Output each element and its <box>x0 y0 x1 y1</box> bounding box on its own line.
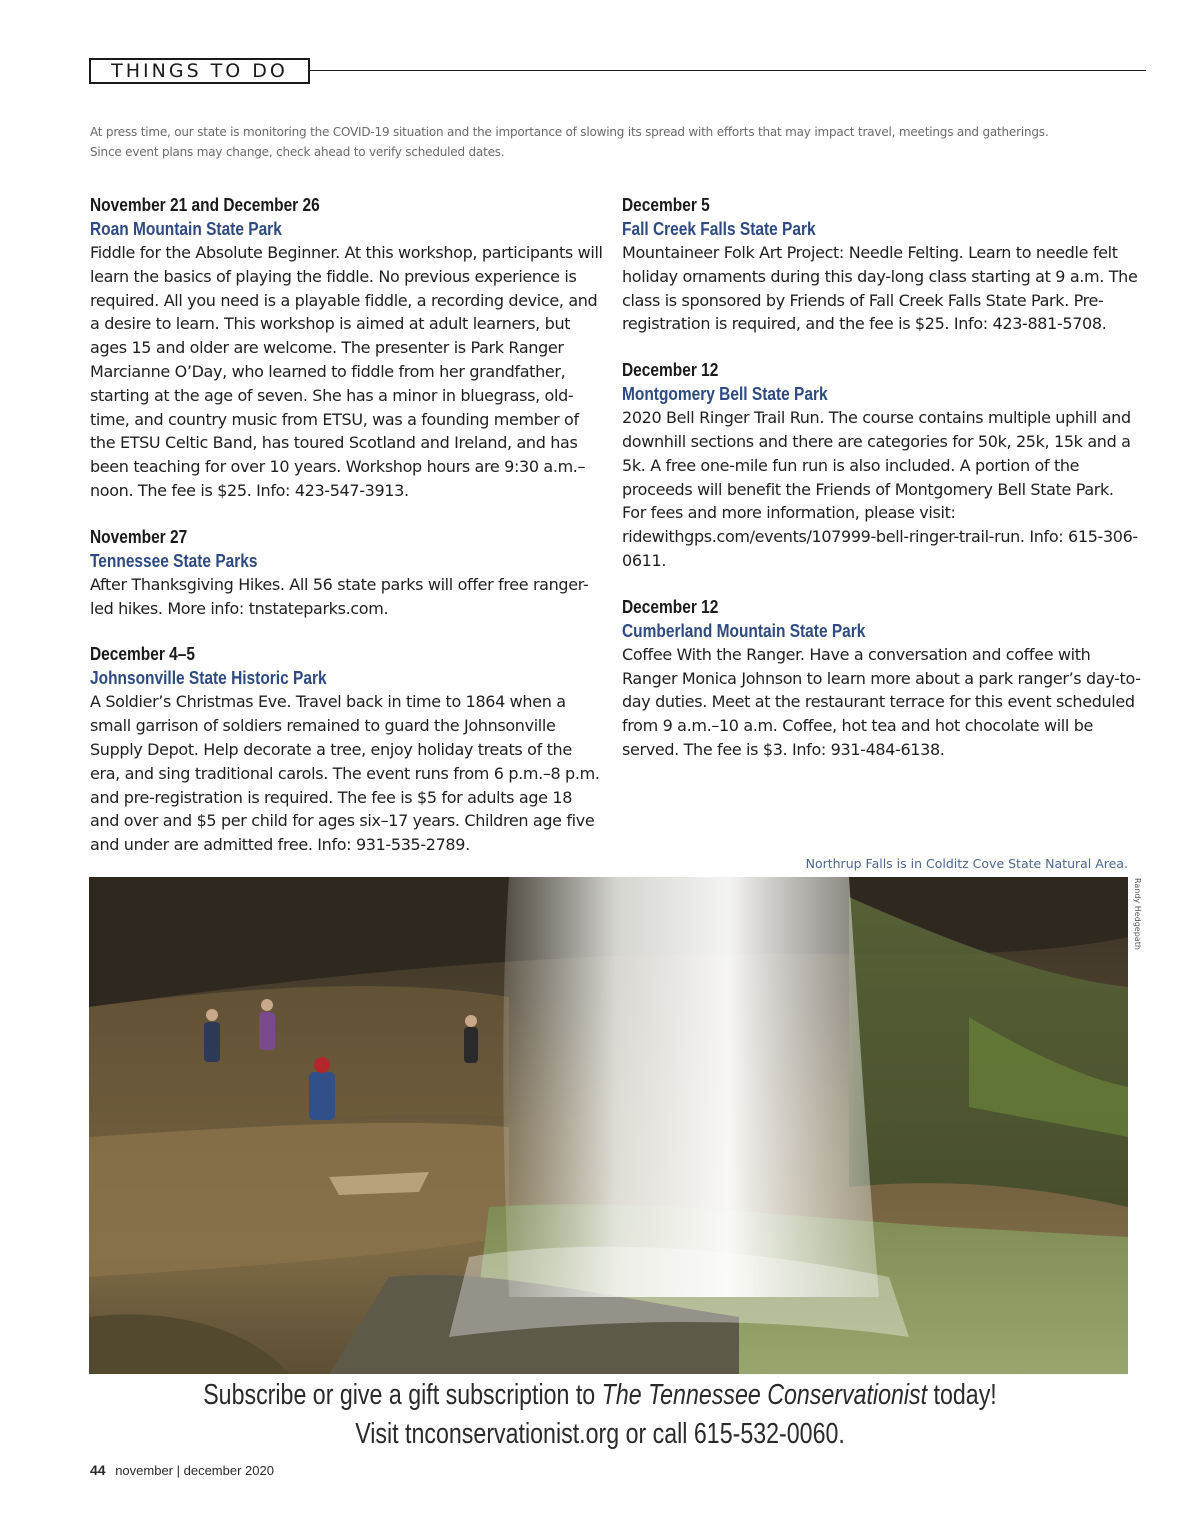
event-description: Mountaineer Folk Art Project: Needle Felting. Learn to needle felt holiday ornaments during this day-long class starting at 9 a.m. The class is sponsored by Friends of Fall Creek Falls State Park. Pre-registration is required, and the fee is $25. Info: 423-881-5708. <box>622 243 1138 334</box>
section-title: THINGS TO DO <box>89 58 310 84</box>
event-date: November 21 and December 26 <box>90 195 320 215</box>
event-cumberland-mountain <box>622 595 1142 762</box>
subscribe-promo <box>0 1379 1200 1412</box>
events-right-column <box>622 193 1142 784</box>
photo-caption: Northrup Falls is in Colditz Cove State Natural Area. <box>805 856 1128 871</box>
event-date: December 5 <box>622 195 710 215</box>
event-park: Johnsonville State Historic Park <box>90 668 327 689</box>
event-roan-mountain <box>90 193 605 503</box>
event-tennessee-state-parks <box>90 525 605 621</box>
notice-line-1: At press time, our state is monitoring the COVID-19 situation and the importance of slowing its spread with efforts that may impact travel, meetings and gatherings. <box>90 125 1049 139</box>
promo-prefix: Subscribe or give a gift subscription to <box>203 1379 602 1411</box>
header-rule <box>310 70 1146 71</box>
event-date: December 4–5 <box>90 644 196 665</box>
page-footer <box>90 1462 274 1478</box>
event-description: After Thanksgiving Hikes. All 56 state parks will offer free ranger-led hikes. More info: tnstateparks.com. <box>90 574 589 618</box>
promo-suffix: today! <box>927 1379 997 1411</box>
event-date: November 27 <box>90 526 188 547</box>
event-date: December 12 <box>622 596 719 617</box>
page-number: 44 <box>90 1462 106 1478</box>
events-left-column <box>90 193 605 879</box>
covid-notice <box>90 122 1090 162</box>
event-park: Montgomery Bell State Park <box>622 384 828 405</box>
event-description: Fiddle for the Absolute Beginner. At this workshop, participants will learn the basics of playing the fiddle. No previous experience is required. All you need is a playable fiddle, a recording device, and a desire to learn. This workshop is aimed at adult learners, but ages 15 and older are welcome. The presenter is Park Ranger Marcianne O’Day, who learned to fiddle from her grandfather, starting at the age of seven. She has a minor in bluegrass, old-time, and country music from ETSU, was a founding member of the ETSU Celtic Band, has toured Scotland and Ireland, and has been teaching for over 10 years. Workshop hours are 9:30 a.m.–noon. The fee is $25. Info: 423-547-3913. <box>90 243 603 500</box>
event-description: 2020 Bell Ringer Trail Run. The course contains multiple uphill and downhill sections and there are categories for 50k, 25k, 15k and a 5k. A free one-mile fun run is also included. A portion of the proceeds will benefit the Friends of Montgomery Bell State Park. For fees and more information, please visit: ridewithgps.com/events/107999-bell-ringer-trail-run. Info: 615-306-0611. <box>622 408 1138 570</box>
event-park: Fall Creek Falls State Park <box>622 219 816 239</box>
event-description: A Soldier’s Christmas Eve. Travel back in time to 1864 when a small garrison of soldiers remained to guard the Johnsonville Supply Depot. Help decorate a tree, enjoy holiday treats of the era, and sing traditional carols. The event runs from 6 p.m.–8 p.m. and pre-registration is required. The fee is $5 for adults age 18 and over and $5 per child for ages six–17 years. Children age five and under are admitted free. Info: 931-535-2789. <box>90 692 600 855</box>
event-description: Coffee With the Ranger. Have a conversation and coffee with Ranger Monica Johnson to learn more about a park ranger’s day-to-day duties. Meet at the restaurant terrace for this event scheduled from 9 a.m.–10 a.m. Coffee, hot tea and hot chocolate will be served. The fee is $3. Info: 931-484-6138. <box>622 644 1141 759</box>
event-fall-creek-falls <box>622 193 1142 336</box>
magazine-title: The Tennessee Conservationist <box>601 1379 928 1411</box>
photo-credit: Randy Hedgepath <box>1133 878 1142 950</box>
contact-promo <box>0 1418 1200 1451</box>
event-park: Cumberland Mountain State Park <box>622 620 866 641</box>
waterfall-photo <box>89 877 1128 1374</box>
event-park: Tennessee State Parks <box>90 550 258 571</box>
issue-label: november | december 2020 <box>115 1463 274 1478</box>
event-park: Roan Mountain State Park <box>90 219 282 239</box>
event-montgomery-bell <box>622 358 1142 573</box>
event-date: December 12 <box>622 360 719 381</box>
notice-line-2: Since event plans may change, check ahead to verify scheduled dates. <box>90 145 505 159</box>
promo-contact: Visit tnconservationist.org or call 615-532-0060. <box>355 1418 845 1450</box>
event-johnsonville <box>90 642 605 857</box>
